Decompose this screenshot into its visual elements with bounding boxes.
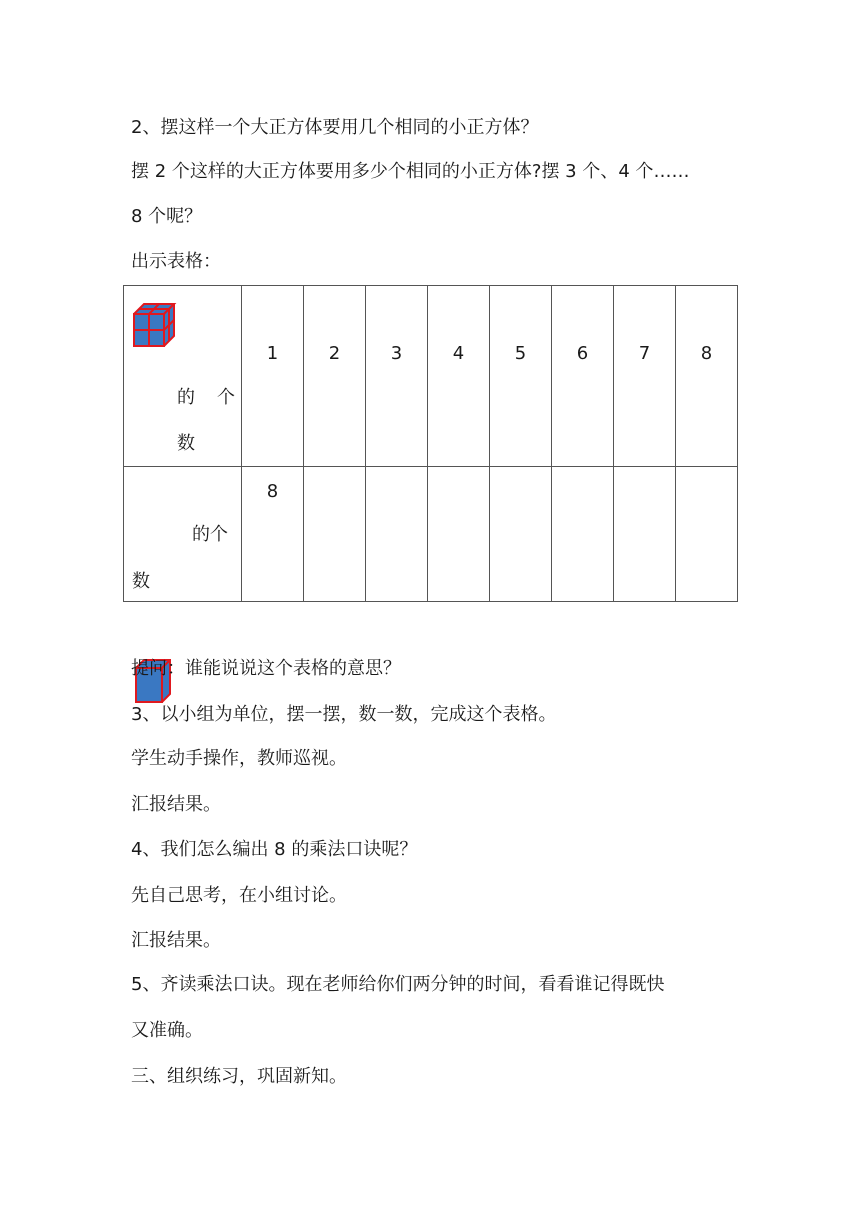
row2-value: 8 (266, 481, 279, 502)
step-3: 3、以小组为单位，摆一摆，数一数，完成这个表格。 (131, 704, 557, 725)
step-5: 5、齐读乘法口诀。现在老师给你们两分钟的时间，看看谁记得既快 (131, 974, 665, 995)
row1-value: 6 (576, 343, 589, 364)
row2-value-cell (552, 467, 614, 602)
row2-value-cell (676, 467, 738, 602)
row1-value-cell (676, 286, 738, 467)
row1-value-cell (428, 286, 490, 467)
row2-value-cell (428, 467, 490, 602)
row1-value: 1 (266, 343, 279, 364)
think-discuss: 先自己思考，在小组讨论。 (131, 885, 347, 906)
step-5-end: 又准确。 (131, 1020, 203, 1041)
row1-label-ge: 个 (217, 387, 235, 408)
step-4: 4、我们怎么编出 8 的乘法口诀呢？ (131, 839, 418, 860)
report-results-1: 汇报结果。 (131, 794, 221, 815)
table-row (124, 286, 738, 467)
table-row (124, 467, 738, 602)
row1-value: 4 (452, 343, 465, 364)
report-results-2: 汇报结果。 (131, 930, 221, 951)
row2-value-cell (304, 467, 366, 602)
row1-label-de: 的 (177, 387, 195, 408)
row1-value: 8 (700, 343, 713, 364)
small-cube-header-cell (124, 467, 242, 602)
row2-label-shu: 数 (132, 571, 150, 592)
prompt-question: 提问：谁能说说这个表格的意思？ (131, 658, 401, 679)
question-2-followup-end: 8 个呢？ (131, 206, 203, 227)
row2-value-cell (366, 467, 428, 602)
row2-value-cell (490, 467, 552, 602)
row1-value-cell (490, 286, 552, 467)
row1-value-cell (242, 286, 304, 467)
row1-value: 3 (390, 343, 403, 364)
table-intro: 出示表格： (131, 251, 221, 272)
row1-value-cell (552, 286, 614, 467)
row2-value-cell (242, 467, 304, 602)
row1-value: 2 (328, 343, 341, 364)
row1-label-shu: 数 (177, 433, 195, 454)
row1-value-cell (304, 286, 366, 467)
student-activity: 学生动手操作，教师巡视。 (131, 748, 347, 769)
row1-value: 7 (638, 343, 651, 364)
counting-table (123, 285, 738, 602)
row2-value-cell (614, 467, 676, 602)
big-cube-header-cell (124, 286, 242, 467)
row1-value-cell (614, 286, 676, 467)
section-three-heading: 三、组织练习，巩固新知。 (131, 1066, 347, 1087)
row1-value: 5 (514, 343, 527, 364)
big-cube-icon (133, 303, 177, 347)
row1-value-cell (366, 286, 428, 467)
row2-label-dege: 的个 (192, 524, 228, 545)
question-2: 2、摆这样一个大正方体要用几个相同的小正方体？ (131, 117, 539, 138)
question-2-followup: 摆 2 个这样的大正方体要用多少个相同的小正方体?摆 3 个、4 个…… (131, 161, 690, 182)
